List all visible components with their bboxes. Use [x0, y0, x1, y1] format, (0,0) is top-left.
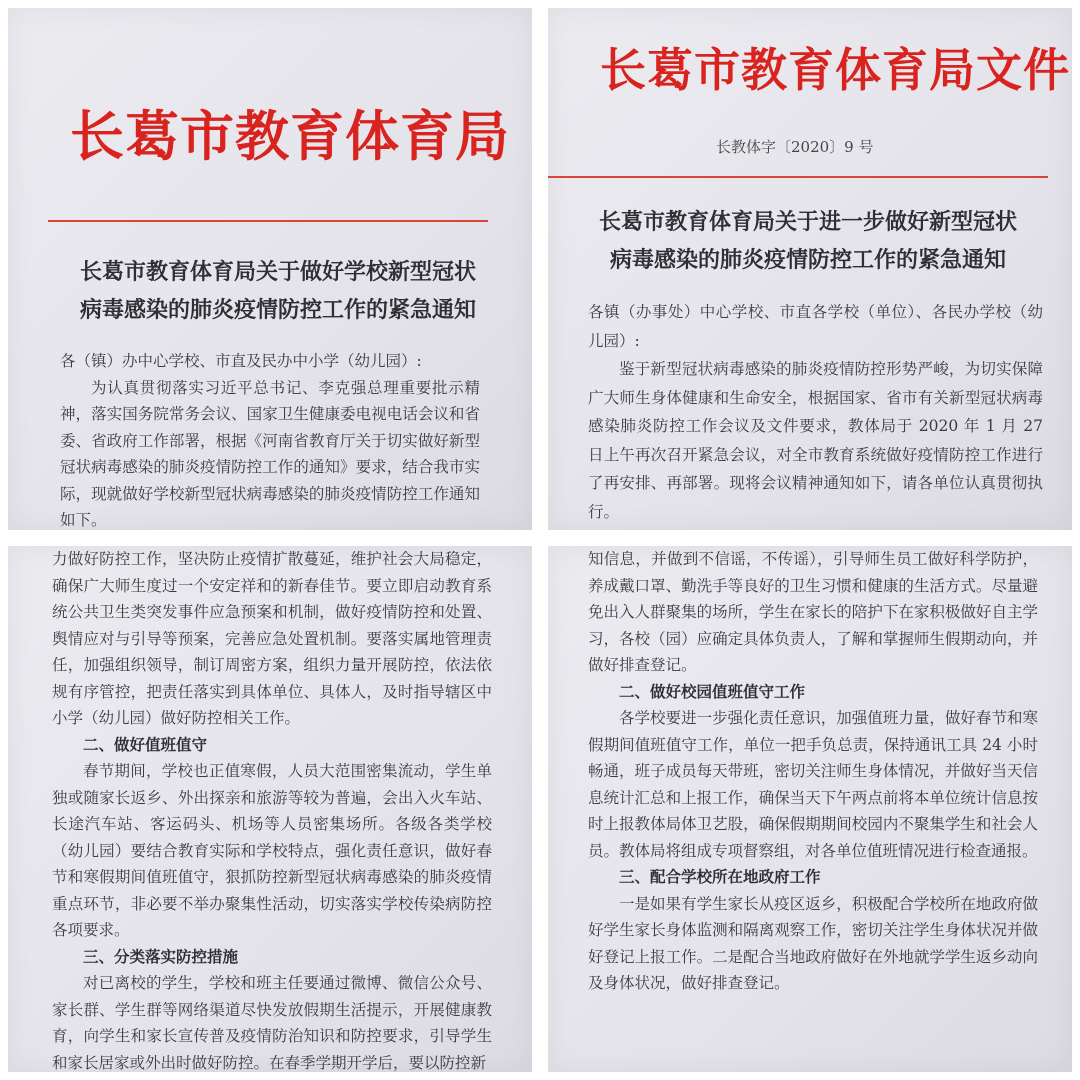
document-photo-top-right — [548, 8, 1072, 530]
notice-title-line2: 病毒感染的肺炎疫情防控工作的紧急通知 — [609, 248, 1006, 273]
document-photo-bottom-right — [548, 546, 1072, 1072]
document-photo-top-left — [8, 8, 532, 530]
notice-body-continued — [588, 546, 1038, 997]
measures-paragraph: 对已离校的学生，学校和班主任要通过微博、微信公众号、家长群、学生群等网络渠道尽快发放假期生活提示，开展健康教育，向学生和家长宣传普及疫情防治知识和防控要求，引导学生和家长居家或外出时做好防控。在春季学期开学后，要以防控新 — [52, 974, 492, 1072]
paragraph-continued: 知信息，并做到不信谣，不传谣），引导师生员工做好科学防护，养成戴口罩、勤洗手等良好的卫生习惯和健康的生活方式。尽量避免出入人群聚集的场所，学生在家长的陪护下在家积极做好自主学习，各校（园）应确定具体负责人，了解和掌握师生假期动向，并做好排查登记。 — [588, 550, 1038, 674]
salutation: 各（镇）办中心学校、市直及民办中小学（幼儿园）: — [60, 352, 422, 370]
red-divider-line — [548, 176, 1048, 178]
bureau-file-letterhead: 长葛市教育体育局文件 — [600, 43, 1070, 97]
notice-title-line2: 病毒感染的肺炎疫情防控工作的紧急通知 — [79, 298, 476, 323]
document-number: 长教体字〔2020〕9 号 — [716, 138, 874, 156]
section-heading-3: 三、分类落实防控措施 — [83, 947, 239, 966]
bureau-letterhead: 长葛市教育体育局 — [70, 104, 510, 168]
section-heading-2: 二、做好校园值班值守工作 — [619, 682, 806, 701]
notice-title-line1: 长葛市教育体育局关于做好学校新型冠状 — [79, 260, 476, 285]
notice-body — [588, 298, 1043, 526]
government-cooperation-paragraph: 一是如果有学生家长从疫区返乡，积极配合学校所在地政府做好学生家长身体监测和隔离观察工作，密切关注学生身体状况并做好登记上报工作。二是配合当地政府做好在外地就学学生返乡动向及身体状况，做好排查登记。 — [588, 894, 1038, 992]
duty-paragraph: 各学校要进一步强化责任意识，加强值班力量，做好春节和寒假期间值班值守工作，单位一把手负总责，保持通讯工具 24 小时畅通，班子成员每天带班，密切关注师生身体情况，并做好当天信息统计汇总和上报工作，确保当天下午两点前将本单位统计信息按时上报教体局体卫艺股，确保假期期间校园内不聚集学生和社会人员。教体局将组成专项督察组，对各单位值班情况进行检查通报。 — [588, 709, 1038, 860]
intro-paragraph: 为认真贯彻落实习近平总书记、李克强总理重要批示精神，落实国务院常务会议、国家卫生健康委电视电话会议和省委、省政府工作部署，根据《河南省教育厅关于切实做好新型冠状病毒感染的肺炎疫情防控工作的通知》要求，结合我市实际，现就做好学校新型冠状病毒感染的肺炎疫情防控工作通知如下。 — [60, 378, 480, 529]
duty-paragraph: 春节期间，学校也正值寒假，人员大范围密集流动，学生单独或随家长返乡、外出探亲和旅游等较为普遍，会出入火车站、长途汽车站、客运码头、机场等人员密集场所。各级各类学校（幼儿园）要结合教育实际和学校特点，强化责任意识，做好春节和寒假期间值班值守，狠抓防控新型冠状病毒感染的肺炎疫情重点环节，非必要不举办聚集性活动，切实落实学校传染病防控各项要求。 — [52, 762, 492, 939]
document-photo-bottom-left — [8, 546, 532, 1072]
red-divider-line — [48, 220, 488, 222]
notice-body-continued — [52, 546, 492, 1072]
notice-title-line1: 长葛市教育体育局关于进一步做好新型冠状 — [598, 210, 1017, 235]
section-heading-2: 二、做好值班值守 — [83, 735, 208, 754]
notice-title — [48, 254, 508, 330]
intro-paragraph: 鉴于新型冠状病毒感染的肺炎疫情防控形势严峻，为切实保障广大师生身体健康和生命安全，根据国家、省市有关新型冠状病毒感染肺炎防控工作会议及文件要求，教体局于 2020 年 1 月 27 日上午再次召开紧急会议，对全市教育系统做好疫情防控工作进行了再安排、再部署。现将会议精神通知如下，请各单位认真贯彻执行。 — [588, 360, 1043, 521]
salutation: 各镇（办事处）中心学校、市直各学校（单位）、各民办学校（幼儿园）: — [588, 303, 1043, 350]
notice-body — [60, 348, 480, 530]
paragraph-continued: 力做好防控工作，坚决防止疫情扩散蔓延，维护社会大局稳定，确保广大师生度过一个安定祥和的新春佳节。要立即启动教育系统公共卫生类突发事件应急预案和机制，做好疫情防控和处置、舆情应对与引导等预案，完善应急处置机制。要落实属地管理责任，加强组织领导，制订周密方案，组织力量开展防控，依法依规有序管控，把责任落实到具体单位、具体人，及时指导辖区中小学（幼儿园）做好防控相关工作。 — [52, 550, 492, 727]
section-heading-3: 三、配合学校所在地政府工作 — [619, 868, 821, 886]
notice-title — [568, 204, 1048, 280]
